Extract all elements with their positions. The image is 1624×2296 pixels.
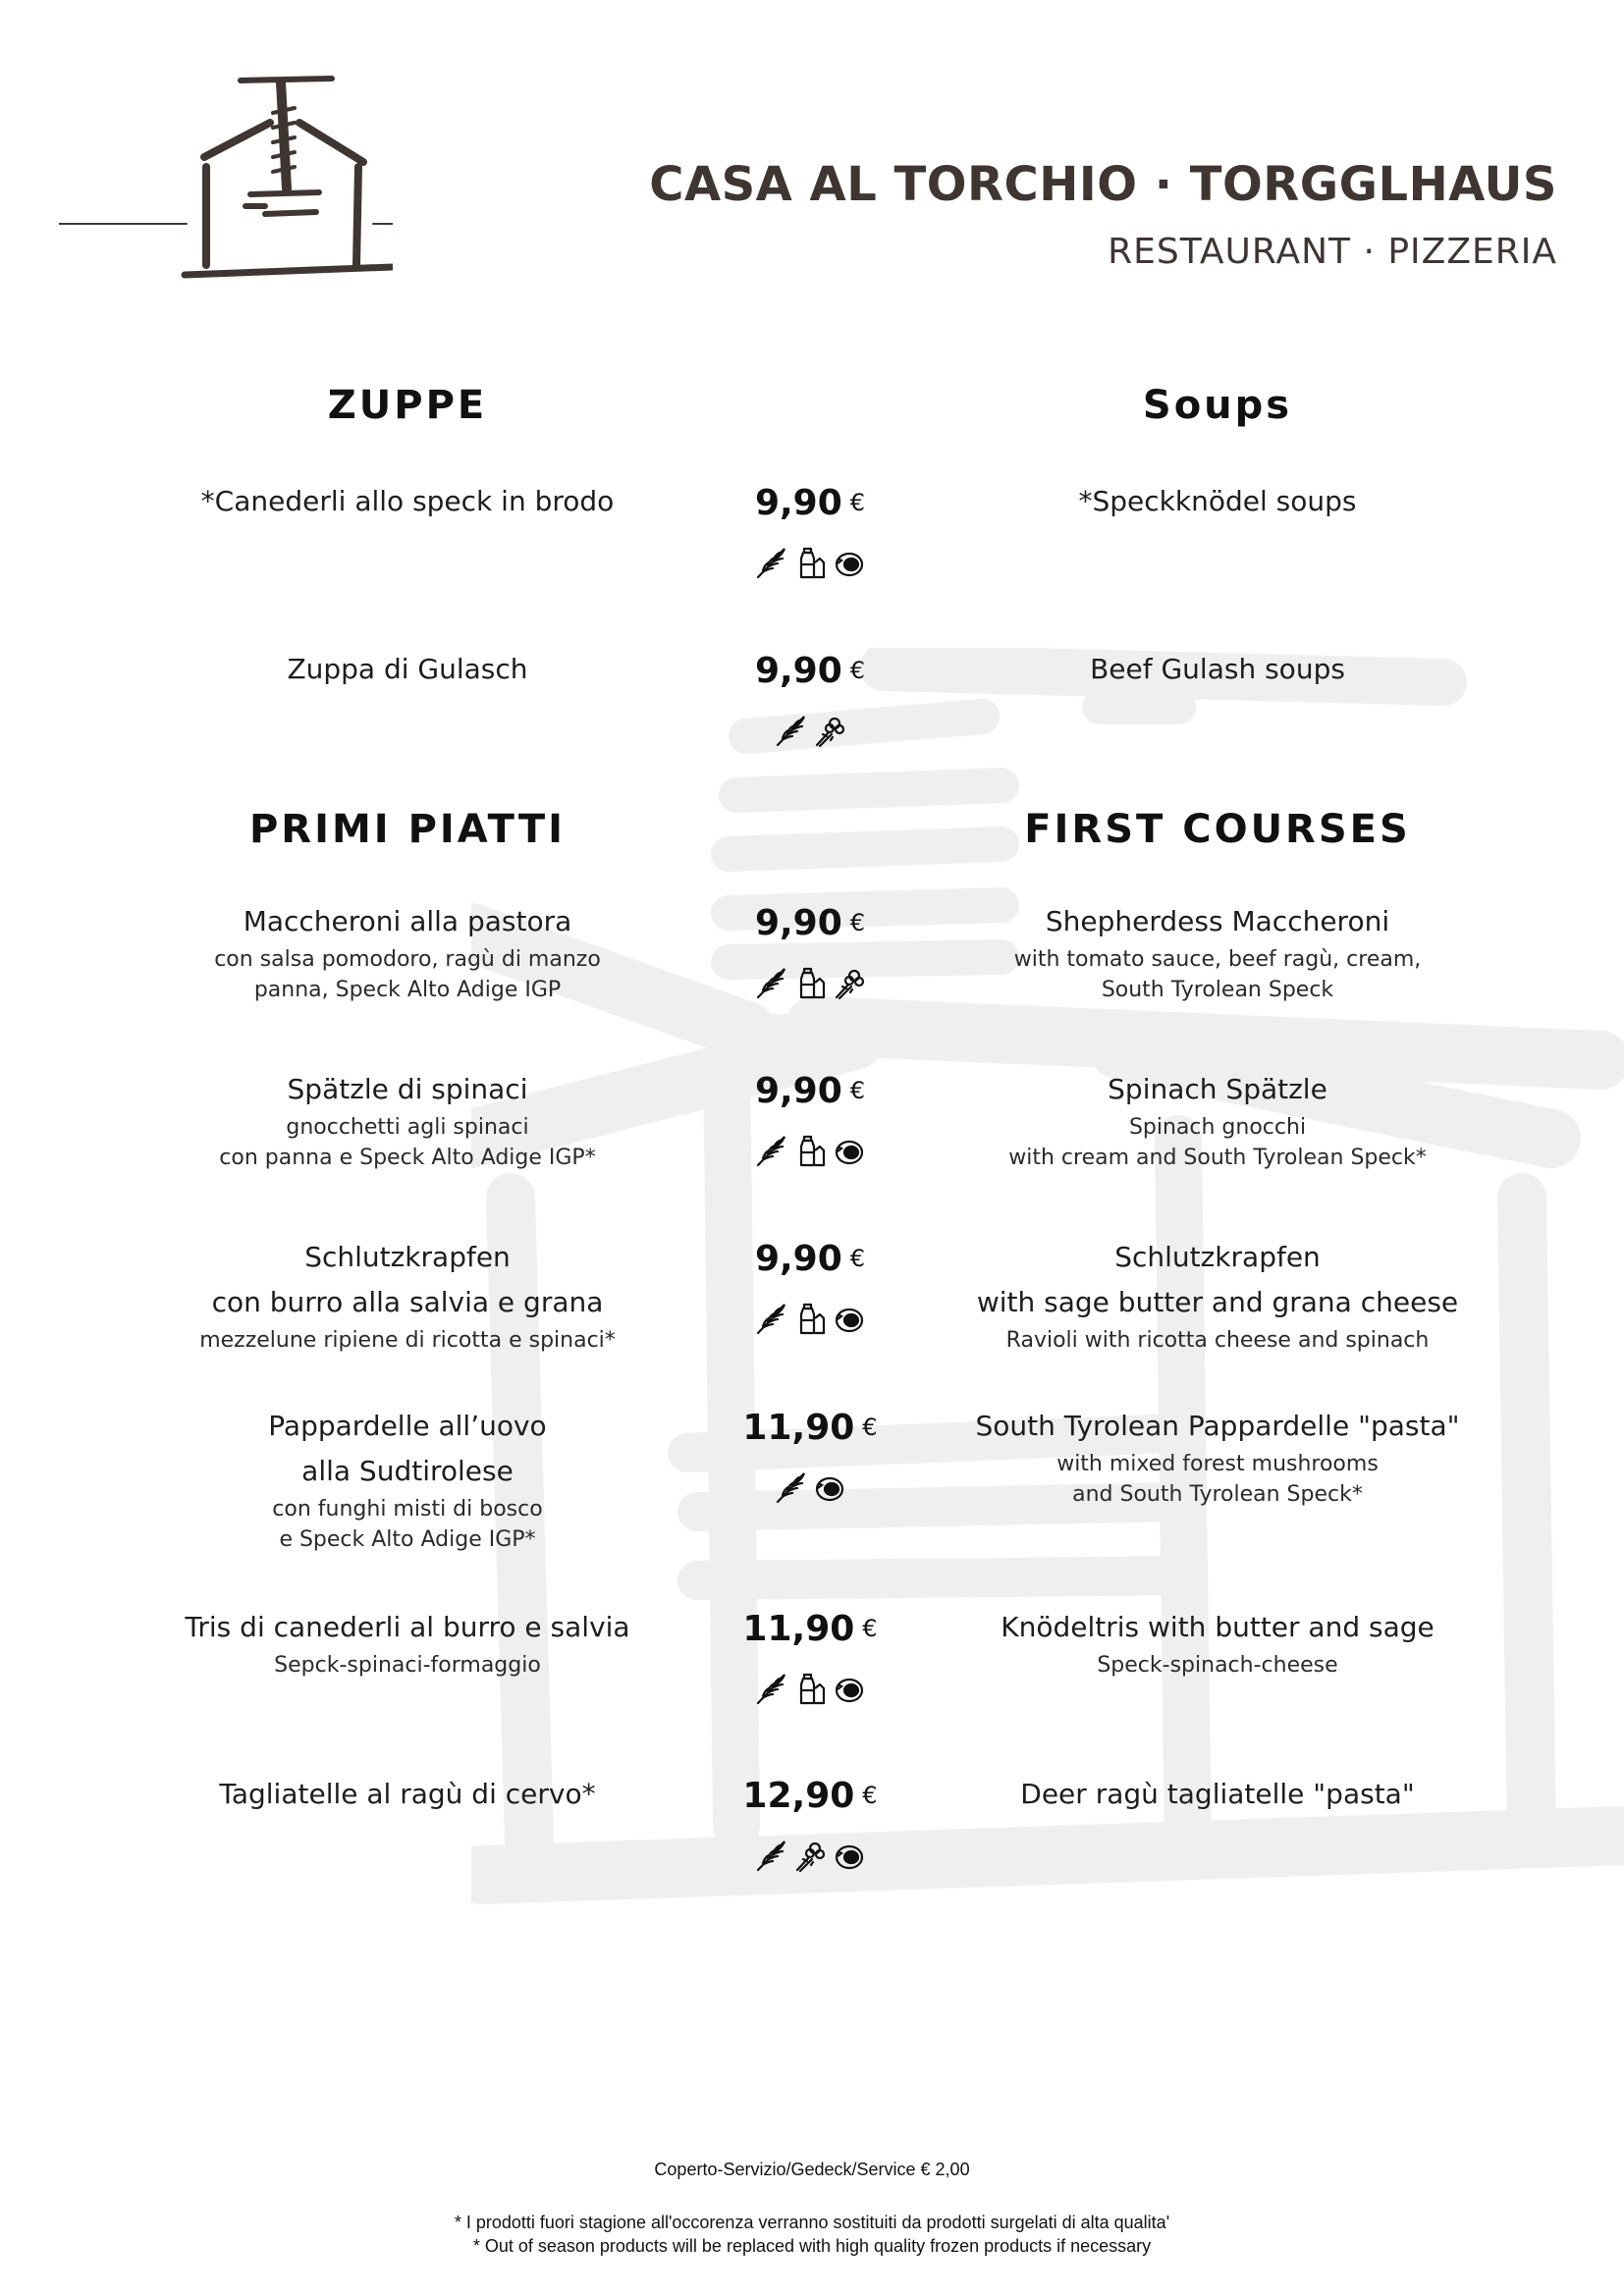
dish-desc-it: e Speck Alto Adige IGP*	[279, 1527, 536, 1552]
dish-price-block	[717, 1071, 903, 1174]
wheat-icon	[774, 715, 807, 748]
wheat-icon	[754, 1840, 787, 1873]
dish-name-en: Spinach Spätzle	[1108, 1073, 1327, 1105]
dish-desc-en: with cream and South Tyrolean Speck*	[1008, 1146, 1427, 1170]
dish-price: 9,90 €	[754, 903, 866, 943]
dish-name-it: Tagliatelle al ragù di cervo*	[219, 1778, 596, 1810]
allergen-icons	[717, 1303, 903, 1342]
dish-price-block	[717, 1239, 903, 1342]
dish-en	[962, 1235, 1473, 1356]
egg-icon	[833, 1840, 866, 1873]
dish-en	[962, 1772, 1473, 1817]
torchio-press-logo	[59, 69, 393, 285]
wheat-icon	[754, 547, 787, 580]
allergen-icons	[717, 1840, 903, 1879]
wheat-icon	[754, 1673, 787, 1706]
dish-desc-en: with mixed forest mushrooms	[1056, 1452, 1379, 1476]
dish-it	[147, 647, 668, 692]
brand-subtitle: RESTAURANT · PIZZERIA	[1108, 232, 1557, 272]
dish-desc-en: Ravioli with ricotta cheese and spinach	[1005, 1328, 1430, 1353]
section-title-soups: Soups	[1142, 383, 1293, 428]
dish-en	[962, 899, 1473, 1005]
dish-price-block	[717, 903, 903, 1006]
dish-name-it: Pappardelle all’uovo	[268, 1410, 547, 1442]
frozen-products-note-en: * Out of season products will be replaced with high quality frozen products if necessary	[472, 2236, 1152, 2256]
dish-desc-en: South Tyrolean Speck	[1101, 978, 1334, 1002]
dish-name-it: Maccheroni alla pastora	[243, 905, 572, 937]
dish-name-en: Schlutzkrapfen	[1114, 1241, 1321, 1273]
dish-price: 12,90 €	[742, 1776, 878, 1816]
allergen-icons	[717, 967, 903, 1006]
section-title-first-courses: FIRST COURSES	[1024, 807, 1411, 852]
dish-desc-it: con panna e Speck Alto Adige IGP*	[219, 1146, 596, 1170]
dish-price: 9,90 €	[754, 483, 866, 523]
dish-price-block	[717, 1408, 903, 1511]
milk-icon	[793, 1135, 827, 1168]
dish-desc-it: Sepck-spinaci-formaggio	[274, 1653, 541, 1678]
egg-icon	[833, 1135, 866, 1168]
allergen-icons	[717, 715, 903, 754]
dish-name-en: Shepherdess Maccheroni	[1045, 905, 1390, 937]
dish-it	[147, 1067, 668, 1173]
dish-it	[147, 1235, 668, 1356]
dish-name-en: *Speckknödel soups	[1078, 485, 1357, 517]
wheat-icon	[754, 1135, 787, 1168]
dish-desc-it: gnocchetti agli spinaci	[286, 1115, 529, 1140]
header	[0, 0, 1624, 294]
frozen-products-note-it: * I prodotti fuori stagione all'occorenza verranno sostituiti da prodotti surgelati di alta qualita'	[454, 2213, 1170, 2232]
dish-desc-it: panna, Speck Alto Adige IGP	[253, 978, 562, 1002]
milk-icon	[793, 547, 827, 580]
section-title-primi-piatti: PRIMI PIATTI	[248, 807, 567, 852]
dish-name-it-line2: con burro alla salvia e grana	[211, 1286, 604, 1318]
dish-name-en: South Tyrolean Pappardelle "pasta"	[975, 1410, 1460, 1442]
dish-desc-it: mezzelune ripiene di ricotta e spinaci*	[199, 1328, 616, 1353]
dish-name-it: Schlutzkrapfen	[304, 1241, 511, 1273]
wheat-icon	[774, 1471, 807, 1505]
dish-price: 9,90 €	[754, 1239, 866, 1279]
dish-name-it: *Canederli allo speck in brodo	[200, 485, 615, 517]
dish-name-en: Deer ragù tagliatelle "pasta"	[1020, 1778, 1415, 1810]
dish-desc-it: con salsa pomodoro, ragù di manzo	[214, 947, 601, 972]
egg-icon	[833, 1673, 866, 1706]
brand-name: CASA AL TORCHIO · TORGGLHAUS	[649, 157, 1557, 212]
dish-price: 9,90 €	[754, 1071, 866, 1111]
dish-price-block	[717, 1776, 903, 1879]
allergen-icons	[717, 1471, 903, 1511]
dish-name-it: Zuppa di Gulasch	[287, 653, 528, 685]
dish-desc-en: Speck-spinach-cheese	[1097, 1653, 1338, 1678]
dish-en	[962, 479, 1473, 524]
dish-name-it: Tris di canederli al burro e salvia	[185, 1611, 630, 1643]
dish-desc-en: Spinach gnocchi	[1128, 1115, 1307, 1140]
allergen-icons	[717, 1135, 903, 1174]
dish-desc-en: and South Tyrolean Speck*	[1072, 1482, 1363, 1507]
cover-charge-note: Coperto-Servizio/Gedeck/Service € 2,00	[654, 2160, 970, 2179]
dish-name-it: Spätzle di spinaci	[287, 1073, 528, 1105]
allergen-icons	[717, 1673, 903, 1712]
wheat-icon	[754, 1303, 787, 1336]
dish-price: 11,90 €	[742, 1609, 878, 1649]
milk-icon	[793, 1673, 827, 1706]
celery-icon	[833, 967, 866, 1000]
dish-price: 11,90 €	[742, 1408, 878, 1448]
celery-icon	[793, 1840, 827, 1873]
egg-icon	[813, 1471, 846, 1505]
dish-name-en: Knödeltris with butter and sage	[1001, 1611, 1435, 1643]
allergen-icons	[717, 547, 903, 586]
egg-icon	[833, 1303, 866, 1336]
dish-desc-en: with tomato sauce, beef ragù, cream,	[1013, 947, 1422, 972]
dish-desc-it: con funghi misti di bosco	[272, 1497, 543, 1522]
dish-it	[147, 1404, 668, 1555]
dish-it	[147, 479, 668, 524]
dish-it	[147, 899, 668, 1005]
dish-name-en-line2: with sage butter and grana cheese	[976, 1286, 1459, 1318]
dish-name-en: Beef Gulash soups	[1090, 653, 1345, 685]
wheat-icon	[754, 967, 787, 1000]
section-title-zuppe: ZUPPE	[327, 383, 488, 428]
dish-price-block	[717, 1609, 903, 1712]
dish-en	[962, 1605, 1473, 1681]
milk-icon	[793, 1303, 827, 1336]
dish-name-it-line2: alla Sudtirolese	[301, 1455, 514, 1487]
egg-icon	[833, 547, 866, 580]
dish-price-block	[717, 651, 903, 754]
dish-it	[147, 1772, 668, 1817]
dish-en	[962, 1067, 1473, 1173]
dish-price: 9,90 €	[754, 651, 866, 691]
dish-price-block	[717, 483, 903, 586]
milk-icon	[793, 967, 827, 1000]
celery-icon	[813, 715, 846, 748]
dish-it	[147, 1605, 668, 1681]
dish-en	[962, 1404, 1473, 1510]
dish-en	[962, 647, 1473, 692]
